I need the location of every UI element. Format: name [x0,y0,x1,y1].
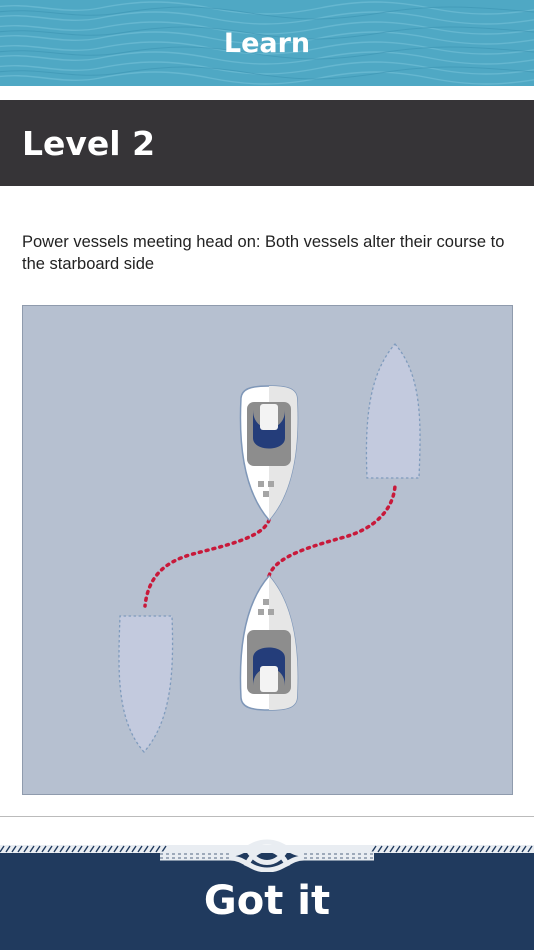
upper-vessel-icon [240,386,297,520]
got-it-button[interactable]: Got it [203,878,331,924]
level-title: Level 2 [22,123,156,163]
ghost-vessel-starboard [366,344,420,478]
ghost-vessel-port [119,616,173,752]
lower-vessel-icon [240,576,297,710]
course-line-upper-vessel [145,520,269,606]
lesson-description: Power vessels meeting head on: Both vessels alter their course to the starboard side [22,233,505,273]
header-title: Learn [223,27,311,59]
rule-diagram [22,305,513,795]
app-header [0,0,534,86]
level-bar [0,100,534,186]
vessel-diagram-svg [23,306,514,796]
course-line-lower-vessel [269,486,395,576]
content-divider [0,816,534,817]
